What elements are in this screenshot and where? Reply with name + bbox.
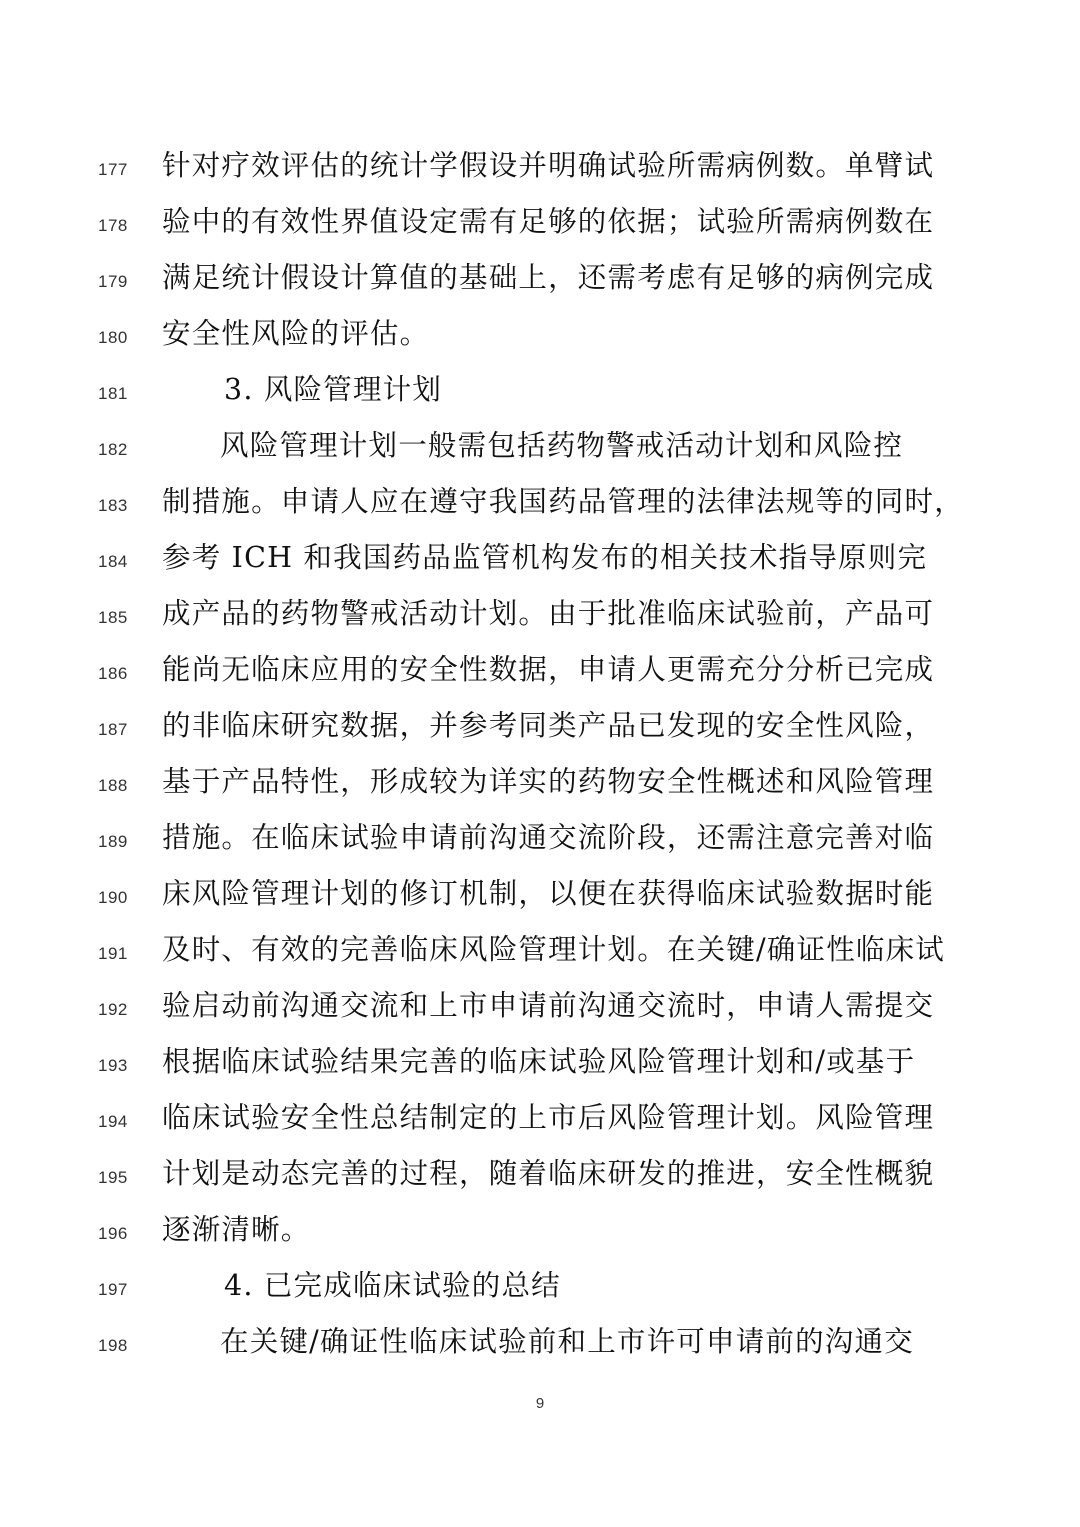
text-line <box>0 874 1080 930</box>
line-number: 190 <box>98 888 128 907</box>
line-number: 193 <box>98 1056 128 1075</box>
line-number: 185 <box>98 608 128 627</box>
text-line <box>0 538 1080 594</box>
section-heading: 4. 已完成临床试验的总结 <box>224 1269 561 1302</box>
line-text: 风险管理计划一般需包括药物警戒活动计划和风险控 <box>220 429 904 462</box>
line-number: 188 <box>98 776 128 795</box>
line-text: 基于产品特性，形成较为详实的药物安全性概述和风险管理 <box>162 765 935 798</box>
text-line <box>0 706 1080 762</box>
text-line <box>0 1322 1080 1378</box>
line-number: 184 <box>98 552 128 571</box>
text-line <box>0 1042 1080 1098</box>
line-text: 及时、有效的完善临床风险管理计划。在关键/确证性临床试 <box>162 933 946 966</box>
line-number: 197 <box>98 1280 128 1299</box>
text-line <box>0 762 1080 818</box>
line-number: 196 <box>98 1224 128 1243</box>
line-text: 针对疗效评估的统计学假设并明确试验所需病例数。单臂试 <box>162 149 935 182</box>
line-number: 179 <box>98 272 128 291</box>
line-number: 195 <box>98 1168 128 1187</box>
line-number: 192 <box>98 1000 128 1019</box>
line-text: 验启动前沟通交流和上市申请前沟通交流时，申请人需提交 <box>162 989 935 1022</box>
page-number: 9 <box>535 1395 545 1412</box>
text-line <box>0 482 1080 538</box>
text-line <box>0 986 1080 1042</box>
line-text: 能尚无临床应用的安全性数据，申请人更需充分分析已完成 <box>162 653 935 686</box>
text-line <box>0 594 1080 650</box>
section-heading-line <box>0 1266 1080 1322</box>
text-line <box>0 314 1080 370</box>
text-line <box>0 1154 1080 1210</box>
line-text: 验中的有效性界值设定需有足够的依据；试验所需病例数在 <box>162 205 935 238</box>
line-text: 参考 ICH 和我国药品监管机构发布的相关技术指导原则完 <box>162 541 928 574</box>
line-text: 措施。在临床试验申请前沟通交流阶段，还需注意完善对临 <box>162 821 935 854</box>
line-number: 194 <box>98 1112 128 1131</box>
line-number: 177 <box>98 160 128 179</box>
line-text: 满足统计假设计算值的基础上，还需考虑有足够的病例完成 <box>162 261 935 294</box>
line-number: 186 <box>98 664 128 683</box>
line-text: 在关键/确证性临床试验前和上市许可申请前的沟通交 <box>220 1325 914 1358</box>
line-number: 189 <box>98 832 128 851</box>
text-line <box>0 1098 1080 1154</box>
text-line <box>0 1210 1080 1266</box>
line-text: 床风险管理计划的修订机制，以便在获得临床试验数据时能 <box>162 877 935 910</box>
text-line <box>0 650 1080 706</box>
section-heading: 3. 风险管理计划 <box>224 373 443 406</box>
line-number: 187 <box>98 720 128 739</box>
line-text: 临床试验安全性总结制定的上市后风险管理计划。风险管理 <box>162 1101 935 1134</box>
line-number: 198 <box>98 1336 128 1355</box>
line-number: 181 <box>98 384 128 403</box>
text-line <box>0 930 1080 986</box>
text-line <box>0 258 1080 314</box>
line-text: 的非临床研究数据，并参考同类产品已发现的安全性风险， <box>162 709 935 742</box>
text-line <box>0 146 1080 202</box>
line-number: 183 <box>98 496 128 515</box>
line-text: 计划是动态完善的过程，随着临床研发的推进，安全性概貌 <box>162 1157 935 1190</box>
line-number: 182 <box>98 440 128 459</box>
line-text: 根据临床试验结果完善的临床试验风险管理计划和/或基于 <box>162 1045 916 1078</box>
line-number: 191 <box>98 944 128 963</box>
line-text: 安全性风险的评估。 <box>162 317 430 350</box>
line-text: 逐渐清晰。 <box>162 1213 311 1246</box>
line-number: 180 <box>98 328 128 347</box>
line-text: 制措施。申请人应在遵守我国药品管理的法律法规等的同时， <box>162 485 964 518</box>
text-line <box>0 818 1080 874</box>
text-line <box>0 202 1080 258</box>
section-heading-line <box>0 370 1080 426</box>
line-text: 成产品的药物警戒活动计划。由于批准临床试验前，产品可 <box>162 597 935 630</box>
line-number: 178 <box>98 216 128 235</box>
text-line <box>0 426 1080 482</box>
